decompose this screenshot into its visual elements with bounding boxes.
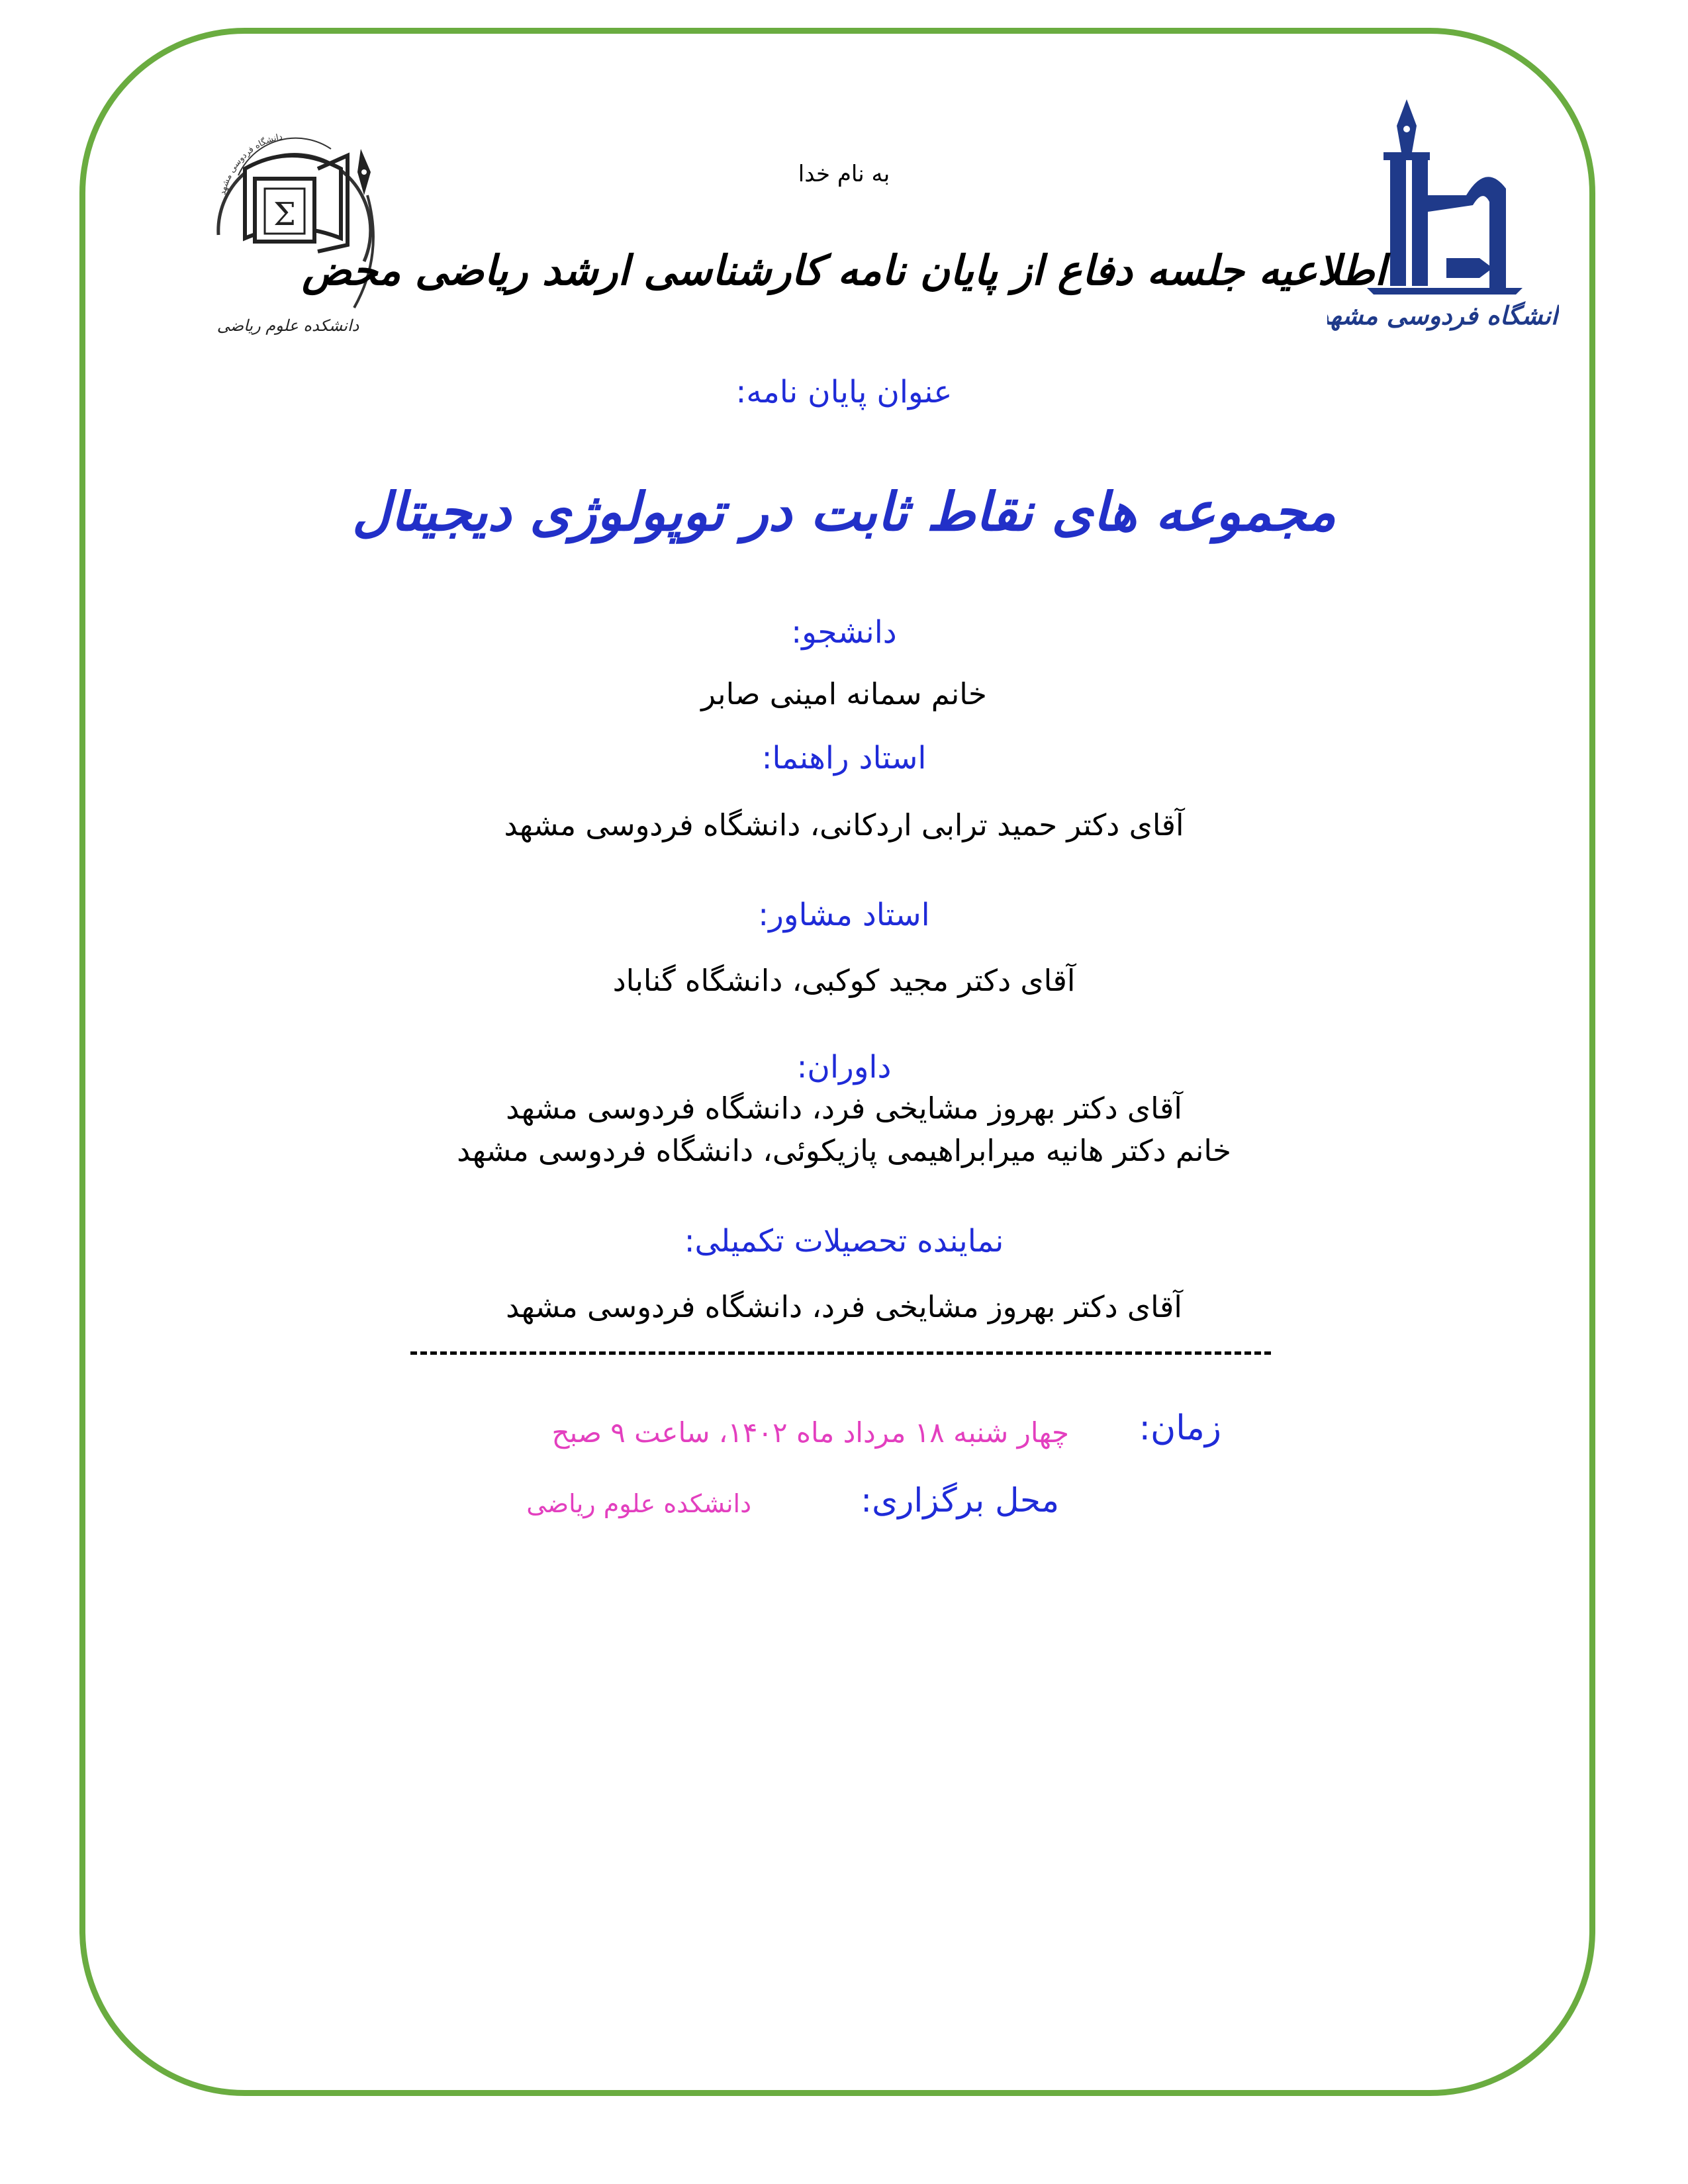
time-value: چهار شنبه ۱۸ مرداد ماه ۱۴۰۲، ساعت ۹ صبح bbox=[551, 1416, 1069, 1449]
university-logo bbox=[1327, 89, 1559, 341]
faculty-logo-text: دانشکده علوم ریاضی bbox=[216, 316, 359, 335]
thesis-title-label: عنوان پایان نامه: bbox=[735, 374, 953, 410]
advisor-name: آقای دکتر مجید کوکبی، دانشگاه گناباد bbox=[612, 963, 1076, 998]
venue-label: محل برگزاری: bbox=[861, 1481, 1059, 1520]
venue-value: دانشکده علوم ریاضی bbox=[526, 1489, 751, 1518]
referees-label: داوران: bbox=[796, 1049, 892, 1085]
faculty-seal-icon bbox=[199, 96, 391, 361]
student-label: دانشجو: bbox=[791, 614, 897, 651]
faculty-logo bbox=[199, 96, 391, 361]
thesis-title: مجموعه های نقاط ثابت در توپولوژی دیجیتال bbox=[352, 480, 1336, 543]
representative-label: نماینده تحصیلات تکمیلی: bbox=[684, 1223, 1004, 1259]
referee-1: آقای دکتر بهروز مشایخی فرد، دانشگاه فردوسی مشهد bbox=[506, 1091, 1182, 1126]
referee-2: خانم دکتر هانیه میرابراهیمی پازیکوئی، دانشگاه فردوسی مشهد bbox=[457, 1133, 1231, 1168]
student-name: خانم سمانه امینی صابر bbox=[701, 676, 987, 711]
advisor-label: استاد مشاور: bbox=[758, 897, 930, 933]
faculty-ring-text: دانشگاه فردوسی مشهد bbox=[218, 132, 283, 196]
representative-name: آقای دکتر بهروز مشایخی فرد، دانشگاه فردوسی مشهد bbox=[506, 1289, 1182, 1324]
divider bbox=[410, 1351, 1271, 1355]
university-logo-text: دانشگاه فردوسی مشهد bbox=[1327, 300, 1559, 330]
time-label: زمان: bbox=[1139, 1408, 1221, 1448]
announcement-title: اطلاعیه جلسه دفاع از پایان نامه کارشناسی ارشد ریاضی محض bbox=[302, 246, 1386, 295]
basmala: به نام خدا bbox=[798, 161, 890, 187]
supervisor-name: آقای دکتر حمید ترابی اردکانی، دانشگاه فردوسی مشهد bbox=[504, 807, 1184, 842]
university-emblem-icon bbox=[1327, 89, 1559, 341]
supervisor-label: استاد راهنما: bbox=[761, 740, 927, 776]
svg-text:Σ: Σ bbox=[273, 196, 296, 233]
